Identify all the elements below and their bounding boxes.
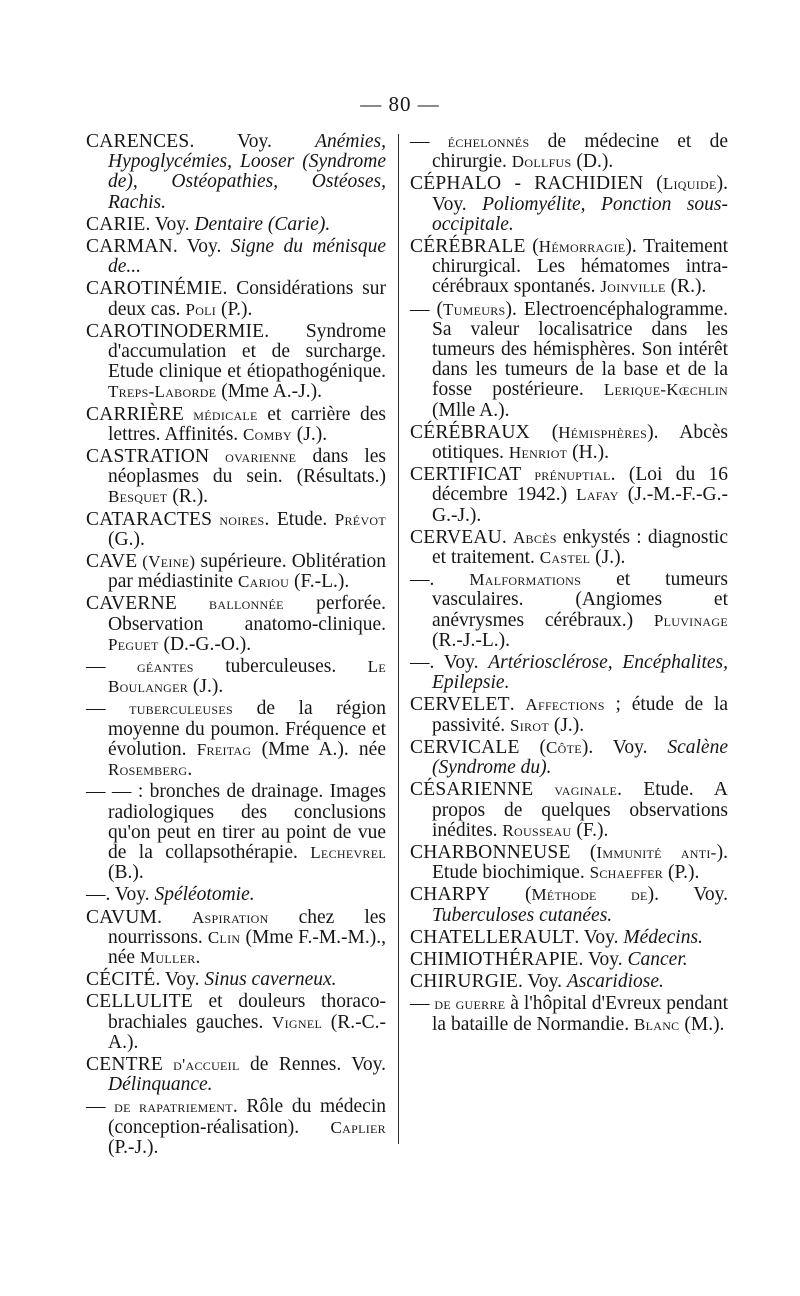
index-entry [86,908,386,969]
entry-text: — [410,993,435,1015]
entry-text: perforée. Observation anatomo-clinique. [108,593,386,635]
entry-text: (J.-M.-F.-G.-G.-J.). [432,484,728,526]
entry-headword: CHIRURGIE [410,971,518,993]
entry-cross-reference: Sinus caverneux. [204,969,337,991]
entry-text: . Etude. A propos de quelques observations inédites. [432,779,728,841]
entry-text: (F.-L.). [289,571,350,593]
entry-text: (Mme A.). née [251,738,386,760]
entry-text: et tumeurs vasculaires. (Angiomes et anévrysmes cérébraux.) [432,569,728,631]
entry-text: à l'hôpital d'Evreux pendant la bataille de Normandie. [432,993,729,1035]
entry-text: (Mme A.-J.). [216,381,322,403]
entry-small-caps: Immunité anti- [596,842,717,862]
entry-cross-reference: Cancer. [627,948,688,970]
entry-cross-reference: Délinquance. [108,1074,213,1096]
entry-text: . Rôle du médecin (conception-réalisation). [108,1096,386,1138]
entry-text: ). Voy. [647,884,729,906]
entry-headword: CAROTINÉMIE [86,278,223,300]
entry-small-caps: Aspiration [191,907,269,927]
entry-text: — [86,1096,115,1118]
entry-text: chez les nourrissons. [108,906,386,948]
entry-small-caps: Côte [546,737,582,757]
index-entry [86,885,386,905]
entry-small-caps: Freitag [196,739,252,759]
index-entry [86,510,386,550]
index-entry [410,950,728,970]
entry-text: de la région moyenne du poumon. Fréquence et évolution. [108,698,387,760]
entry-text: (R.-J.-L.). [432,629,510,651]
index-entry [86,447,386,508]
entry-small-caps: Schaeffer [589,863,664,883]
entry-text: (J.). [188,676,224,698]
entry-small-caps: ballonnée [176,594,284,614]
entry-headword: CÉRÉBRALE [410,236,526,258]
page-number: — 80 — [360,92,440,116]
entry-text: ). Electroencéphalogramme. Sa valeur localisatrice dans les tumeurs des hémisphères. Son intérêt dans les tumeurs de la base et de la fosse postérieure. [432,298,728,401]
entry-text: de Rennes. Voy. [239,1053,386,1075]
entry-text: — [86,698,130,720]
entry-text: —. Voy. [410,652,489,674]
entry-cross-reference: Médecins. [623,926,703,948]
entry-small-caps: Muller [139,947,196,967]
entry-headword: CHIMIOTHÉRAPIE [410,948,579,970]
entry-small-caps: Castel [539,548,591,568]
index-entry [410,738,728,778]
entry-small-caps: Comby [243,424,292,444]
entry-small-caps: d'accueil [163,1054,240,1074]
entry-small-caps: Rosemberg [108,760,188,780]
index-entry [410,570,728,651]
entry-cross-reference: Anémies, Hypoglycémies, Looser (Syndrome de), Ostéopathies, Ostéoses, Rachis. [108,131,386,213]
entry-headword: CERVEAU [410,526,502,548]
entry-small-caps: échelonnés [447,132,530,151]
entry-small-caps: Prévot [334,509,387,529]
entry-small-caps: Lechevrel [310,842,386,862]
entry-headword: CERVELET [410,694,510,716]
entry-cross-reference: Ascaridiose. [566,971,664,993]
entry-small-caps: Besquet [108,487,168,507]
index-entry [410,780,728,841]
entry-small-caps: Hémisphères [558,422,648,442]
entry-text: de médecine et de chirurgie. [432,131,728,173]
index-entry [86,657,386,697]
index-entry [86,279,386,319]
index-entry [86,594,386,655]
entry-small-caps: Cariou [237,572,290,592]
entry-text: (F.). [571,819,609,841]
entry-text: . Voy. [574,926,624,948]
entry-text: . Considérations sur deux cas. [108,278,386,320]
entry-text: (H.). [567,442,609,464]
entry-text: (J.). [548,714,585,736]
entry-headword: CHATELLERAULT [410,926,575,948]
entry-small-caps: Caplier [330,1117,386,1137]
entry-text: (P.). [663,862,700,884]
entry-small-caps: Peguet [108,634,159,654]
entry-text: . [157,906,192,928]
entry-text: . [501,526,513,548]
entry-small-caps: prénuptial [521,465,611,485]
entry-headword: CÉRÉBRAUX [410,421,530,443]
index-entry [410,174,728,235]
entry-text: ( [643,173,663,195]
index-entry [410,695,728,735]
entry-small-caps: (Veine) [137,552,196,572]
entry-small-caps: vaginale [533,780,618,800]
entry-small-caps: Le Boulanger [108,657,386,697]
entry-small-caps: Méthode de [531,885,648,905]
entry-text: ). Voy. [581,736,668,758]
entry-headword: CENTRE [86,1053,164,1075]
entry-small-caps: Affections [525,695,605,715]
entry-small-caps: Henriot [508,443,568,463]
entry-small-caps: Treps-Laborde [108,382,217,402]
entry-text: . Voy. [172,236,231,258]
entry-small-caps: Tumeurs [443,299,506,319]
index-column-left [86,132,386,1160]
index-entry [410,237,728,298]
entry-small-caps: Sirot [510,715,549,735]
entry-text: — [410,131,448,152]
entry-text: —. [410,569,470,591]
index-entry [86,322,386,403]
entry-cross-reference: Poliomyélite, Ponction sous-occipitale. [432,193,728,235]
entry-headword: CHARBONNEUSE [410,841,571,863]
entry-headword: CERVICALE [410,736,520,758]
entry-text: ). Voy. [432,173,728,215]
entry-headword: CELLULITE [86,991,193,1013]
index-entry [86,782,386,883]
entry-small-caps: Hémorragie [538,237,626,257]
entry-text: (P.). [216,298,253,320]
entry-text: — [86,656,137,678]
entry-text: . Voy. [517,971,567,993]
index-entry [410,300,728,421]
entry-text: . [509,694,526,716]
entry-text: — — : bronches de drainage. Images radiologiques des conclusions qu'on peut en tirer au point de vue de la collapsothérapie. [86,781,386,863]
entry-small-caps: tuberculeuses [129,699,233,719]
entry-small-caps: Lafay [576,485,619,505]
entry-text: (D.-G.-O.). [158,633,252,655]
entry-small-caps: médicale [184,404,258,424]
entry-small-caps: Rousseau [502,820,572,840]
index-entry [86,237,386,277]
entry-headword: CARMAN [86,236,173,258]
entry-headword: CAVE [86,551,138,573]
entry-headword: CARENCES [86,131,190,152]
entry-text: dans les néoplasmes du sein. (Résultats.) [108,446,386,488]
entry-text: tuberculeuses. [193,656,368,678]
entry-text: (Mme F.-M.-M.)., née [108,926,386,968]
entry-text: . [195,946,201,968]
entry-headword: CAVUM [86,906,158,928]
entry-text: enkystés : diagnostic et traitement. [432,526,728,569]
entry-text: — ( [410,298,444,320]
entry-text: . Voy. [155,969,205,991]
entry-small-caps: géantes [136,657,194,677]
entry-text: ( [570,841,597,863]
entry-text: ( [529,421,559,443]
entry-text: . (Loi du 16 décembre 1942.) [432,464,728,506]
index-entry [86,552,386,592]
index-entry [410,928,728,948]
entry-text: (R.-C.-A.). [108,1011,387,1053]
index-entry [410,972,728,992]
entry-text: . [187,759,193,781]
entry-text: (J.). [590,547,626,569]
entry-headword: CATARACTES [86,508,213,530]
entry-cross-reference: Scalène (Syndrome du). [432,736,728,779]
entry-text: ( [525,236,539,258]
index-entry [86,699,386,780]
entry-headword: CASTRATION [86,446,210,468]
entry-small-caps: Malformations [469,570,582,590]
entry-cross-reference: Signe du ménisque de... [108,236,386,278]
index-entry [410,994,728,1034]
entry-cross-reference: Artériosclérose, Encéphalites, Epilepsie. [432,652,728,694]
entry-text: et douleurs thoraco-brachiales gauches. [108,991,386,1033]
entry-text: . Syndrome d'accumulation et de surcharge. Etude clinique et étiopathogénique. [108,320,386,383]
entry-headword: CAROTINODERMIE [86,320,265,342]
entry-headword: CAVERNE [86,593,177,615]
entry-small-caps: Pluvinage [653,610,728,630]
entry-text: (J.). [291,423,328,445]
index-entry [86,1097,386,1158]
entry-text: —. Voy. [86,884,155,906]
column-divider [398,134,399,1144]
entry-small-caps: Vignel [272,1012,323,1032]
entry-text: (G.). [108,528,145,550]
index-entry [86,1055,386,1095]
entry-text: supérieure. Oblitération par médiastinite [108,551,386,593]
index-entry [86,970,386,990]
index-entry [86,992,386,1053]
entry-text: ( [490,884,532,906]
index-entry [410,528,728,568]
entry-text: (P.-J.). [108,1136,159,1158]
entry-headword: CHARPY [410,884,491,906]
entry-headword: CARRIÈRE [86,403,185,425]
entry-text: ( [519,736,547,758]
index-entry [86,215,386,235]
entry-headword: CÉPHALO - RACHIDIEN [410,173,644,195]
entry-text: ). Traitement chirurgical. Les hématomes intra-cérébraux spontanés. [432,236,729,298]
index-entry [86,132,386,213]
entry-text: ). Abcès otitiques. [432,421,728,464]
entry-small-caps: Poli [185,299,217,319]
entry-small-caps: ovarienne [209,447,297,467]
index-entry [410,423,728,463]
entry-text: (D.). [571,151,614,173]
index-entry [410,653,728,693]
index-entry [410,843,728,883]
entry-small-caps: de guerre [434,994,506,1014]
entry-small-caps: noires [212,509,265,529]
entry-text: . Voy. [189,131,316,152]
index-entry [86,405,386,445]
entry-text: . Etude. [264,508,335,530]
index-entry [410,885,728,925]
entry-small-caps: Clin [207,927,241,947]
entry-headword: CERTIFICAT [410,464,522,486]
entry-text: ). Etude biochimique. [432,841,729,884]
entry-text: (B.). [108,862,144,884]
index-entry [410,132,728,172]
entry-headword: CÉSARIENNE [410,779,534,801]
entry-text: ; étude de la passivité. [432,694,729,736]
entry-headword: CARIE [86,213,146,235]
entry-small-caps: Abcès [512,527,557,547]
entry-text: (R.). [167,486,209,508]
index-entry [410,465,728,526]
entry-text: (Mlle A.). [432,399,510,421]
entry-small-caps: Dollfus [511,152,572,172]
entry-small-caps: Liquide [662,174,717,194]
entry-cross-reference: Tuberculoses cutanées. [432,904,613,926]
entry-text: . Voy. [145,213,195,235]
entry-text: (M.). [679,1013,725,1035]
entry-small-caps: Blanc [633,1014,680,1034]
entry-cross-reference: Spéléotomie. [154,884,255,906]
index-column-right [410,132,728,1037]
entry-text: . Voy. [578,948,628,970]
entry-cross-reference: Dentaire (Carie). [194,213,331,235]
entry-text: et carrière des lettres. Affinités. [108,403,386,445]
entry-small-caps: de rapatriement [114,1097,233,1117]
entry-small-caps: Lerique-Kœchlin [603,380,728,400]
entry-small-caps: Joinville [600,277,666,297]
entry-headword: CÉCITÉ [86,969,156,991]
entry-text: (R.). [665,276,707,298]
